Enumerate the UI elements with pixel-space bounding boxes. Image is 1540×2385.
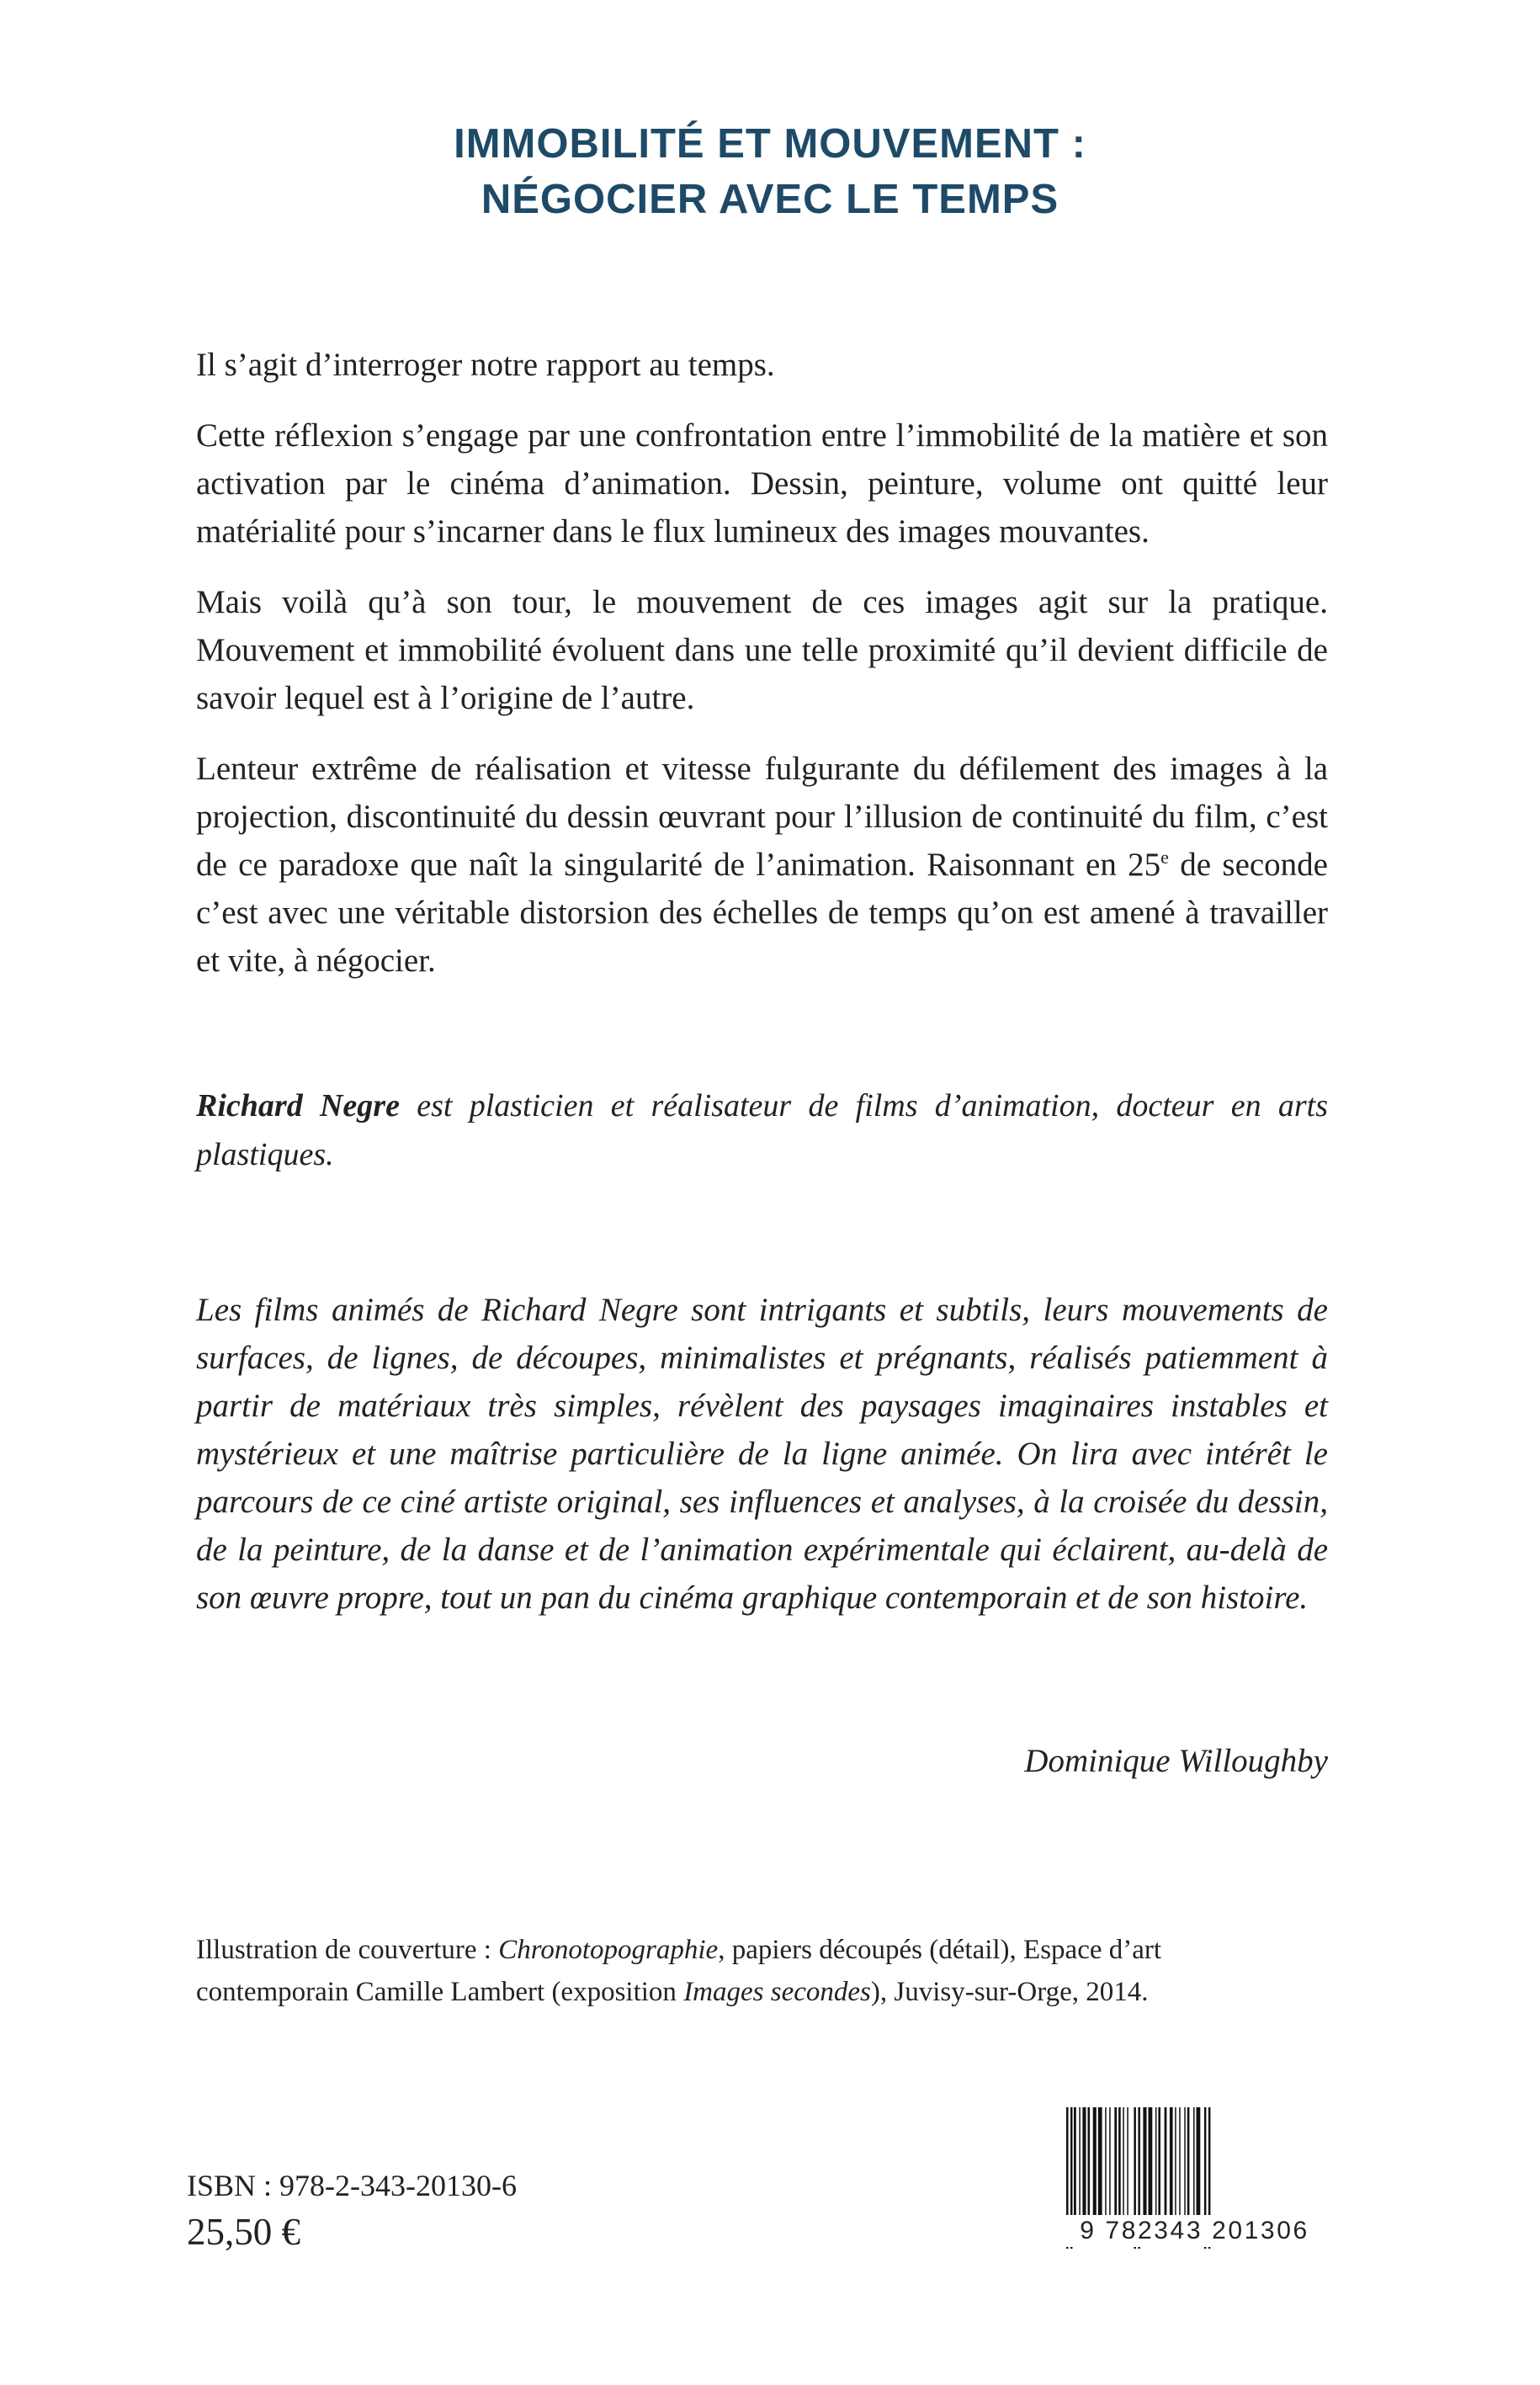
barcode-bar bbox=[1155, 2107, 1157, 2217]
synopsis-paragraph-2: Cette réflexion s’engage par une confrontation entre l’immobilité de la matière et son activation par le cinéma d’animation. Dessin, peinture, volume ont quitté leur matérialité pour s’incarner dans le flux lumineux des images mouvantes. bbox=[196, 417, 1328, 550]
cover-title bbox=[0, 116, 1540, 227]
barcode-bar bbox=[1088, 2107, 1091, 2217]
paragraph-4-start: Lenteur extrême de réalisation et vitesse fulgurante du défilement des images à la projection, discontinuité du dessin œuvrant pour l’illusion de continuité du film, c’est de ce paradoxe que naît la singularité de l’animation. Raisonnant en 25 bbox=[196, 751, 1328, 883]
barcode-bar bbox=[1098, 2107, 1102, 2217]
title-line-1: IMMOBILITÉ ET MOUVEMENT : bbox=[454, 121, 1086, 167]
barcode-bar bbox=[1079, 2107, 1081, 2217]
endorsement-quote: Les films animés de Richard Negre sont intrigants et subtils, leurs mouvements de surfaces, de lignes, de découpes, minimalistes et prégnants, réalisés patiemment à partir de matériaux très simples, révèlent des paysages imaginaires instables et mystérieux et une maîtrise particulière de la ligne animée. On lira avec intérêt le parcours de ce ciné artiste original, ses influences et analyses, à la croisée du dessin, de la peinture, de la danse et de l’animation expérimentale qui éclairent, au-delà de son œuvre propre, tout un pan du cinéma graphique contemporain et de son histoire. bbox=[196, 1292, 1328, 1616]
ordinal-superscript: e bbox=[1160, 847, 1169, 868]
barcode-bar bbox=[1082, 2107, 1086, 2217]
barcode-bar bbox=[1093, 2107, 1097, 2217]
price: 25,50 € bbox=[187, 2211, 300, 2253]
barcode-bar bbox=[1193, 2107, 1195, 2217]
barcode-bar bbox=[1123, 2107, 1124, 2217]
barcode-bar bbox=[1074, 2107, 1076, 2217]
synopsis-paragraph-3: Mais voilà qu’à son tour, le mouvement de ces images agit sur la pratique. Mouvement et immobilité évoluent dans une telle proximité qu’il devient difficile de savoir lequel est à l’origine de l’autre. bbox=[196, 584, 1328, 716]
synopsis-paragraph-1: Il s’agit d’interroger notre rapport au temps. bbox=[196, 347, 775, 383]
credit-line-2 bbox=[196, 1971, 1328, 2013]
barcode-bar bbox=[1149, 2107, 1153, 2217]
quote-author: Dominique Willoughby bbox=[1024, 1743, 1328, 1779]
isbn: ISBN : 978-2-343-20130-6 bbox=[187, 2169, 517, 2202]
synopsis bbox=[196, 341, 1328, 1007]
barcode-bar bbox=[1143, 2107, 1146, 2217]
barcode-bar bbox=[1105, 2107, 1107, 2217]
barcode-bar bbox=[1179, 2107, 1181, 2217]
barcode-bar bbox=[1184, 2107, 1186, 2217]
barcode-bar bbox=[1197, 2107, 1201, 2217]
barcode-bar bbox=[1175, 2107, 1176, 2217]
credit-exhibition: Images secondes bbox=[683, 1977, 871, 2007]
paragraph-4-end: de seconde c’est avec une véritable distorsion des échelles de temps qu’on est amené à travailler et vite, à négocier. bbox=[196, 847, 1328, 979]
barcode-bar bbox=[1127, 2107, 1128, 2217]
barcode-bar bbox=[1187, 2107, 1190, 2217]
title-line-2: NÉGOCIER AVEC LE TEMPS bbox=[481, 177, 1059, 222]
barcode-bar bbox=[1165, 2107, 1167, 2217]
synopsis-paragraph-4 bbox=[196, 745, 1328, 985]
barcode-digits: 9 782343 201306 bbox=[1061, 2215, 1328, 2247]
author-bio bbox=[196, 1081, 1328, 1179]
credit-line2-start: contemporain Camille Lambert (exposition bbox=[196, 1977, 684, 2007]
author-bio-text: est plasticien et réalisateur de films d’animation, docteur en arts plastiques. bbox=[196, 1088, 1328, 1172]
barcode-bar bbox=[1114, 2107, 1117, 2217]
author-name: Richard Negre bbox=[196, 1088, 400, 1123]
barcode-bar bbox=[1109, 2107, 1111, 2217]
credit-work-title: Chronotopographie bbox=[498, 1935, 719, 1965]
barcode-bar bbox=[1158, 2107, 1160, 2217]
credit-label: Illustration de couverture : bbox=[196, 1935, 499, 1965]
cover-illustration-credit bbox=[196, 1929, 1328, 2013]
credit-middle: , papiers découpés (détail), Espace d’art bbox=[718, 1935, 1162, 1965]
credit-line2-end: ), Juvisy-sur-Orge, 2014. bbox=[870, 1977, 1149, 2007]
credit-line-1 bbox=[196, 1929, 1328, 1971]
barcode-bar bbox=[1170, 2107, 1173, 2217]
barcode-bar bbox=[1118, 2107, 1121, 2217]
